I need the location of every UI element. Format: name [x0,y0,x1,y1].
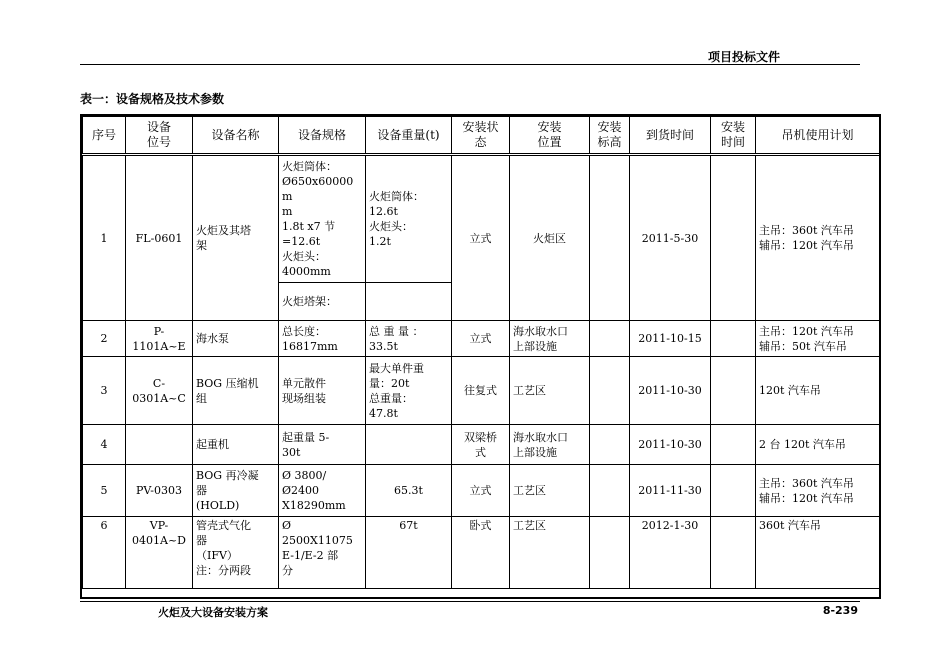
cell-state: 往复式 [452,357,510,425]
cell-name: 火炬及其塔 架 [193,155,279,321]
cell-name: BOG 再冷凝 器 (HOLD) [193,465,279,517]
cell-tag: VP- 0401A~D [126,517,193,589]
cell-arrival: 2012-1-30 [630,517,711,589]
table-row [83,357,880,425]
cell-arrival: 2011-5-30 [630,155,711,321]
table-row [83,425,880,465]
cell-install-time [711,465,756,517]
table-row [83,155,880,283]
cell-name: 起重机 [193,425,279,465]
col-header-tag: 设备 位号 [126,117,193,155]
cell-location: 海水取水口 上部设施 [510,321,590,357]
table-header-row [83,117,880,155]
cell-crane: 360t 汽车吊 [756,517,880,589]
cell-spec-tower: 火炬塔架： [279,283,366,321]
cell-spec: 起重量 5- 30t [279,425,366,465]
cell-weight-tower [366,283,452,321]
footer-page-number: 8-239 [822,604,858,617]
cell-spec: Ø 3800/ Ø2400 X18290mm [279,465,366,517]
cell-no: 6 [83,517,126,589]
cell-no: 2 [83,321,126,357]
cell-tag: P- 1101A~E [126,321,193,357]
cell-no: 4 [83,425,126,465]
col-header-arrival: 到货时间 [630,117,711,155]
cell-tag: C- 0301A~C [126,357,193,425]
cell-install-time [711,357,756,425]
document-header-title: 项目投标文件 [707,50,780,64]
cell-crane: 主吊：120t 汽车吊 辅吊：50t 汽车吊 [756,321,880,357]
cell-state: 立式 [452,321,510,357]
cell-tag: PV-0303 [126,465,193,517]
cell-tag [126,425,193,465]
col-header-state: 安装状 态 [452,117,510,155]
cell-crane: 120t 汽车吊 [756,357,880,425]
cell-state: 立式 [452,155,510,321]
cell-name: 海水泵 [193,321,279,357]
cell-weight: 总 重 量 ： 33.5t [366,321,452,357]
col-header-weight: 设备重量(t) [366,117,452,155]
equipment-spec-table [82,116,880,589]
col-header-spec: 设备规格 [279,117,366,155]
cell-state: 立式 [452,465,510,517]
cell-elevation [590,425,630,465]
cell-install-time [711,425,756,465]
col-header-install-time: 安装 时间 [711,117,756,155]
cell-name: 管壳式气化 器 （IFV） 注：分两段 [193,517,279,589]
col-header-no: 序号 [83,117,126,155]
col-header-elevation: 安装 标高 [590,117,630,155]
cell-tag: FL-0601 [126,155,193,321]
cell-weight: 最大单件重 量：20t 总重量： 47.8t [366,357,452,425]
cell-location: 工艺区 [510,465,590,517]
cell-elevation [590,357,630,425]
cell-arrival: 2011-10-30 [630,357,711,425]
cell-weight: 火炬筒体： 12.6t 火炬头： 1.2t [366,155,452,283]
cell-crane: 主吊：360t 汽车吊 辅吊：120t 汽车吊 [756,155,880,321]
cell-crane: 2 台 120t 汽车吊 [756,425,880,465]
cell-no: 1 [83,155,126,321]
cell-arrival: 2011-10-30 [630,425,711,465]
cell-location: 海水取水口 上部设施 [510,425,590,465]
cell-elevation [590,155,630,321]
cell-no: 3 [83,357,126,425]
cell-weight: 67t [366,517,452,589]
table-row [83,321,880,357]
cell-weight: 65.3t [366,465,452,517]
header-rule [80,64,860,65]
cell-state: 双梁桥 式 [452,425,510,465]
cell-weight [366,425,452,465]
col-header-name: 设备名称 [193,117,279,155]
cell-name: BOG 压缩机 组 [193,357,279,425]
cell-state: 卧式 [452,517,510,589]
cell-spec: 火炬筒体： Ø650x60000m m 1.8t x7 节 =12.6t 火炬头： 4000mm [279,155,366,283]
cell-install-time [711,155,756,321]
footer-rule [80,601,860,602]
cell-elevation [590,517,630,589]
col-header-location: 安装 位置 [510,117,590,155]
cell-crane: 主吊：360t 汽车吊 辅吊：120t 汽车吊 [756,465,880,517]
cell-install-time [711,517,756,589]
cell-elevation [590,321,630,357]
cell-spec: 总长度： 16817mm [279,321,366,357]
col-header-crane: 吊机使用计划 [756,117,880,155]
cell-location: 工艺区 [510,357,590,425]
cell-location: 工艺区 [510,517,590,589]
equipment-spec-table-frame [80,114,881,599]
cell-arrival: 2011-11-30 [630,465,711,517]
table-row [83,465,880,517]
table-caption: 表一：设备规格及技术参数 [80,92,225,106]
table-row [83,517,880,589]
cell-spec: 单元散件 现场组装 [279,357,366,425]
cell-arrival: 2011-10-15 [630,321,711,357]
cell-location: 火炬区 [510,155,590,321]
footer-document-title: 火炬及大设备安装方案 [158,606,268,619]
cell-install-time [711,321,756,357]
cell-elevation [590,465,630,517]
cell-spec: Ø 2500X11075 E-1/E-2 部 分 [279,517,366,589]
cell-no: 5 [83,465,126,517]
